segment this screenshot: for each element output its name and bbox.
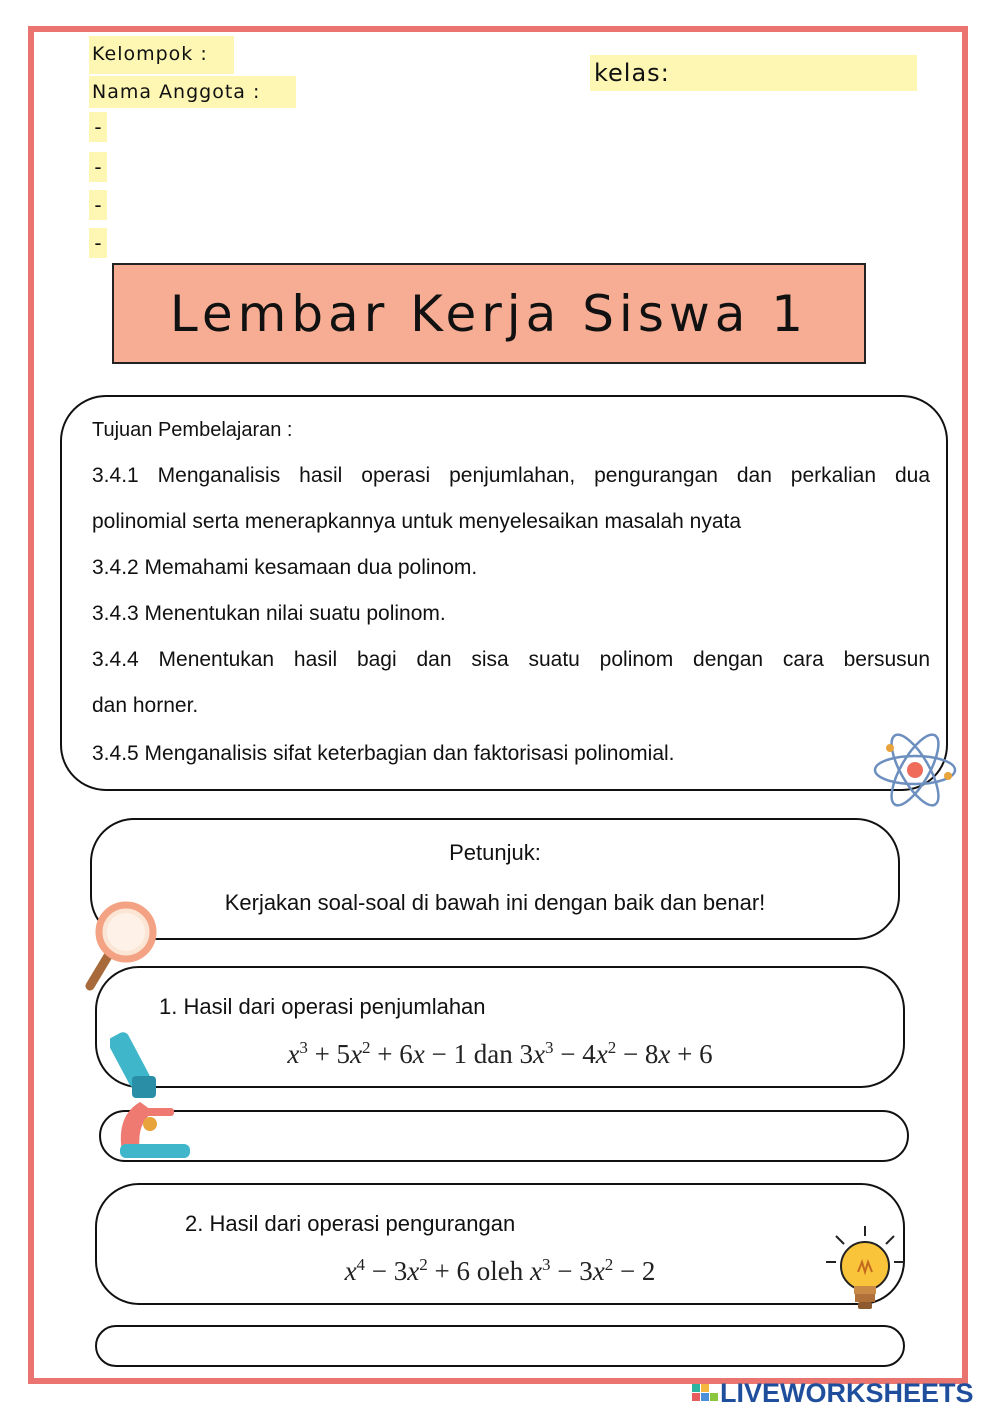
- liveworksheets-logo: [692, 1378, 992, 1408]
- member-dash-4: -: [89, 228, 107, 258]
- brand-blocks-icon: [692, 1382, 720, 1404]
- microscope-icon: [110, 1024, 200, 1164]
- question-2-label: 2. Hasil dari operasi pengurangan: [185, 1211, 516, 1236]
- member-dash-3: -: [89, 190, 107, 220]
- question-2-expression: $x^4 - 3x^2 + 6$ oleh $x^3 - 3x^2 - 2$: [344, 1255, 656, 1286]
- objectives-heading: Tujuan Pembelajaran :: [92, 419, 293, 441]
- kelompok-label: Kelompok :: [89, 36, 234, 74]
- instructions-text: Kerjakan soal-soal di bawah ini dengan baik dan benar!: [224, 890, 766, 915]
- objective-line-7: 3.4.5 Menganalisis sifat keterbagian dan faktorisasi polinomial.: [92, 742, 675, 765]
- question-1-box: [95, 966, 905, 1088]
- magnifier-icon: [80, 898, 160, 993]
- instructions-heading: Petunjuk:: [449, 840, 541, 865]
- instructions-box: [90, 818, 900, 940]
- nama-anggota-label: Nama Anggota :: [89, 76, 296, 108]
- learning-objectives-box: [60, 395, 948, 791]
- question-2-box: [95, 1183, 905, 1305]
- brand-text: LIVEWORKSHEETS: [720, 1377, 974, 1408]
- objective-line-1: 3.4.1 Menganalisis hasil operasi penjumlahan, pengurangan dan perkalian dua: [92, 464, 930, 487]
- kelas-label: kelas:: [590, 55, 917, 91]
- objective-line-2: polinomial serta menerapkannya untuk menyelesaikan masalah nyata: [92, 510, 742, 533]
- title-text: Lembar Kerja Siswa 1: [169, 284, 809, 343]
- question-1-label: 1. Hasil dari operasi penjumlahan: [159, 994, 486, 1019]
- objective-line-4: 3.4.3 Menentukan nilai suatu polinom.: [92, 602, 446, 625]
- member-dash-2: -: [89, 152, 107, 182]
- objective-line-5: 3.4.4 Menentukan hasil bagi dan sisa suatu polinom dengan cara bersusun: [92, 648, 930, 671]
- lightbulb-icon: [820, 1222, 910, 1318]
- member-dash-1: -: [89, 112, 107, 142]
- worksheet-title: [112, 263, 866, 364]
- question-1-expression: $x^3 + 5x^2 + 6x - 1$ dan $3x^3 - 4x^2 - 8x + 6$: [287, 1038, 713, 1069]
- objective-line-6: dan horner.: [92, 694, 199, 717]
- objective-line-3: 3.4.2 Memahami kesamaan dua polinom.: [92, 556, 478, 579]
- answer-2-field[interactable]: [95, 1325, 905, 1367]
- answer-1-field[interactable]: [99, 1110, 909, 1162]
- atom-icon: [870, 730, 960, 810]
